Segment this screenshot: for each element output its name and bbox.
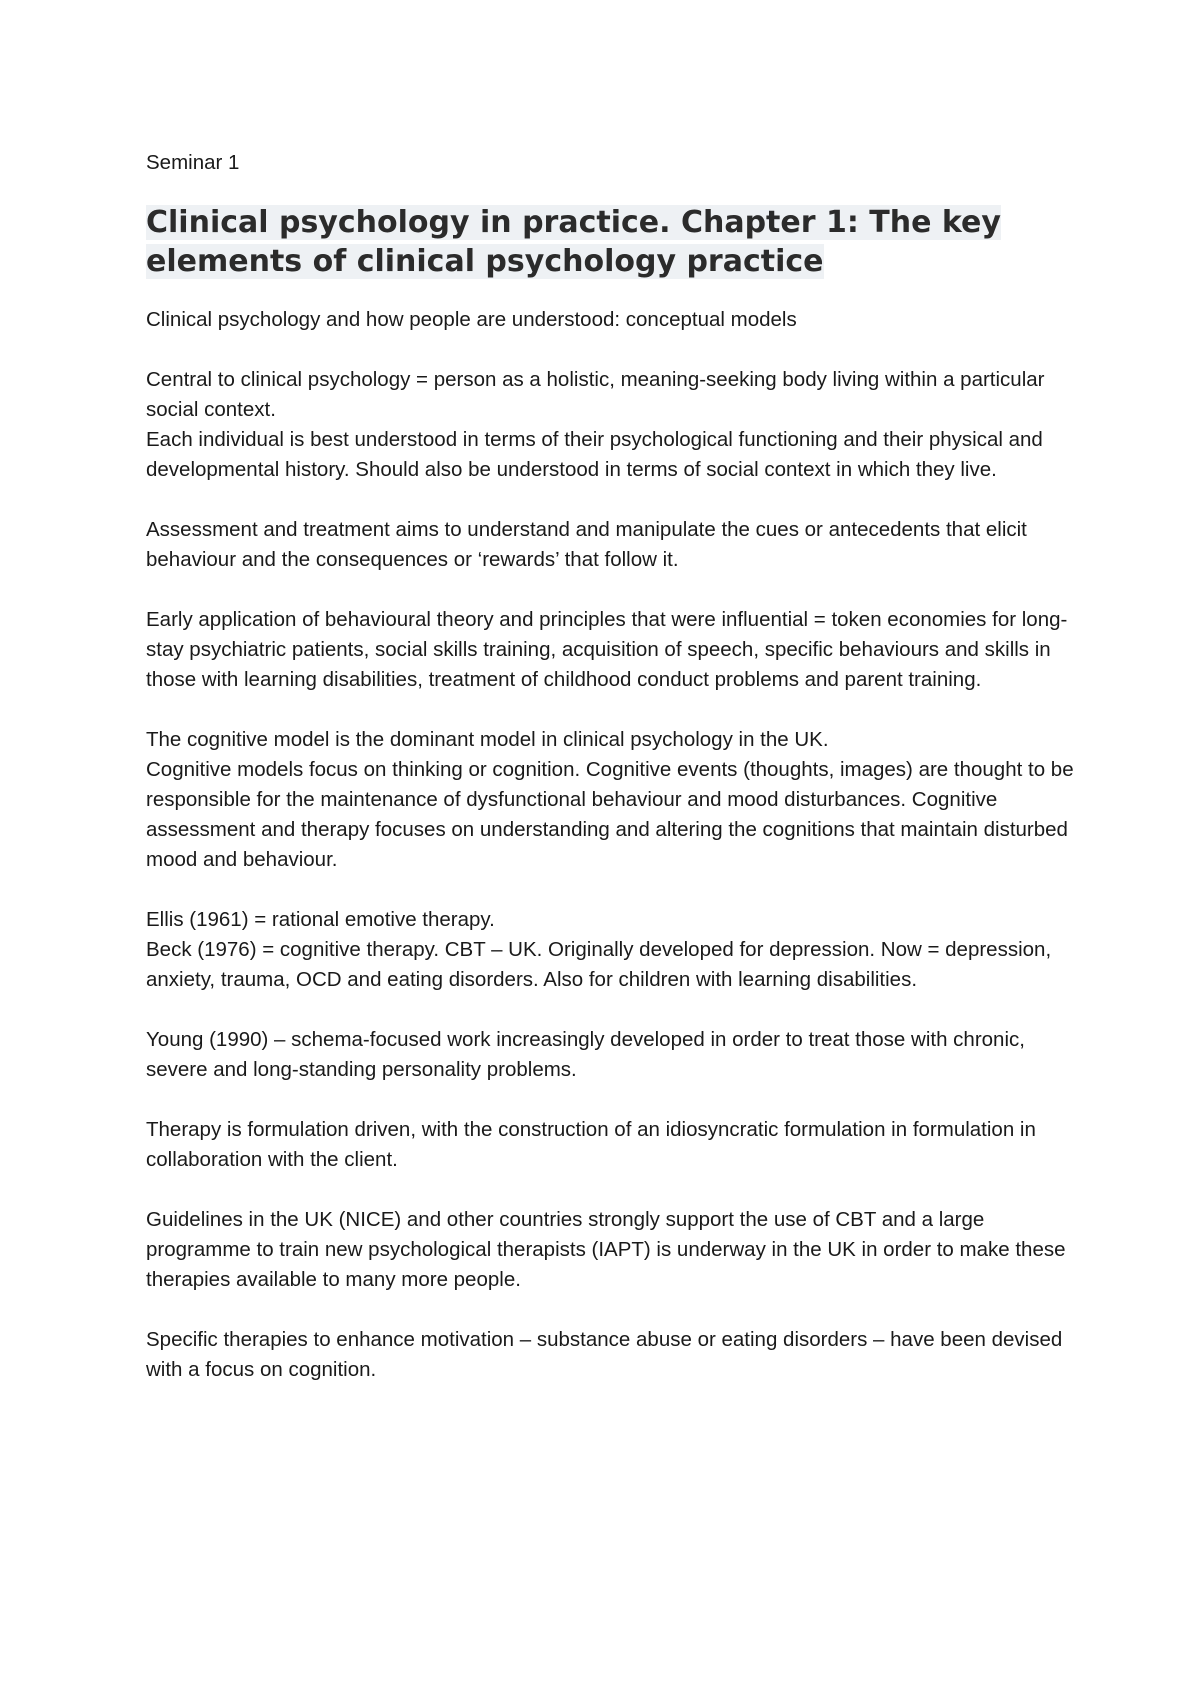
paragraph-line: Young (1990) – schema-focused work increasingly developed in order to treat those with chronic, severe and long-standing personality problems. bbox=[146, 1028, 1025, 1081]
document-page bbox=[146, 138, 1086, 1415]
paragraph bbox=[146, 365, 1086, 485]
paragraph bbox=[146, 905, 1086, 995]
paragraph-line: The cognitive model is the dominant model in clinical psychology in the UK. bbox=[146, 728, 829, 751]
paragraph bbox=[146, 1325, 1086, 1385]
paragraph-line: Assessment and treatment aims to understand and manipulate the cues or antecedents that elicit behaviour and the consequences or ‘rewards’ that follow it. bbox=[146, 518, 1027, 571]
paragraph bbox=[146, 305, 1086, 335]
paragraph-line: Specific therapies to enhance motivation – substance abuse or eating disorders – have been devised with a focus on cognition. bbox=[146, 1328, 1063, 1381]
paragraph bbox=[146, 1025, 1086, 1085]
paragraph bbox=[146, 1115, 1086, 1175]
paragraph-line: Therapy is formulation driven, with the construction of an idiosyncratic formulation in formulation in collaboration with the client. bbox=[146, 1118, 1036, 1171]
paragraph bbox=[146, 515, 1086, 575]
paragraph-line: Central to clinical psychology = person as a holistic, meaning-seeking body living within a particular social context. bbox=[146, 368, 1045, 421]
seminar-label: Seminar 1 bbox=[146, 151, 240, 174]
document-body bbox=[146, 305, 1086, 1385]
paragraph bbox=[146, 725, 1086, 875]
paragraph-line: Each individual is best understood in terms of their psychological functioning and their physical and developmental history. Should also be understood in terms of social context in which they live. bbox=[146, 428, 1043, 481]
paragraph-line: Clinical psychology and how people are understood: conceptual models bbox=[146, 308, 797, 331]
paragraph bbox=[146, 605, 1086, 695]
paragraph-line: Ellis (1961) = rational emotive therapy. bbox=[146, 908, 495, 931]
title-text: Clinical psychology in practice. Chapter 1: The key elements of clinical psychology practice bbox=[146, 205, 1001, 279]
paragraph bbox=[146, 1205, 1086, 1295]
paragraph-line: Guidelines in the UK (NICE) and other countries strongly support the use of CBT and a large programme to train new psychological therapists (IAPT) is underway in the UK in order to make these therapies available to many more people. bbox=[146, 1208, 1066, 1291]
paragraph-line: Early application of behavioural theory and principles that were influential = token economies for long-stay psychiatric patients, social skills training, acquisition of speech, specific behaviours and skills in those with learning disabilities, treatment of childhood conduct problems and parent training. bbox=[146, 608, 1068, 691]
page-title bbox=[146, 203, 1086, 281]
paragraph-line: Beck (1976) = cognitive therapy. CBT – UK. Originally developed for depression. Now = depression, anxiety, trauma, OCD and eating disorders. Also for children with learning disabilities. bbox=[146, 938, 1052, 991]
paragraph-line: Cognitive models focus on thinking or cognition. Cognitive events (thoughts, images) are thought to be responsible for the maintenance of dysfunctional behaviour and mood disturbances. Cognitive assessment and therapy focuses on understanding and altering the cognitions that maintain disturbed mood and behaviour. bbox=[146, 758, 1074, 871]
